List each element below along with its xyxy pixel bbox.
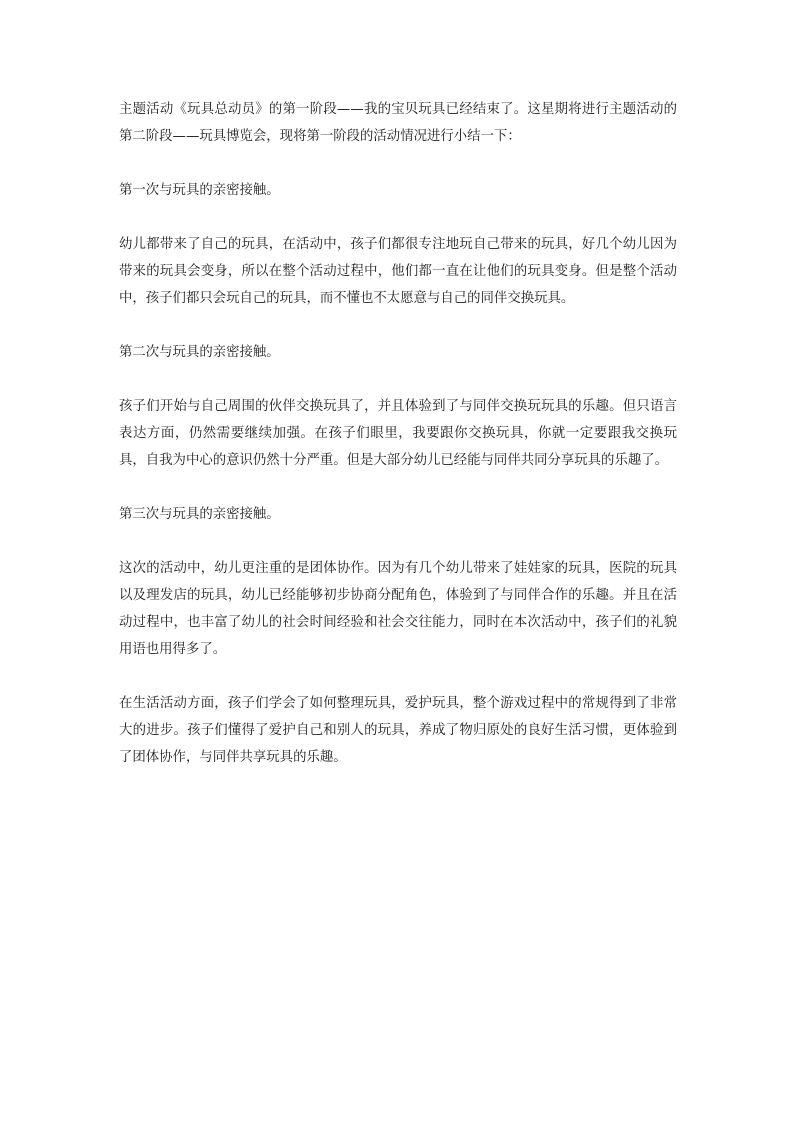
section-heading-second-contact: 第二次与玩具的亲密接触。: [119, 345, 280, 360]
daily-life-paragraph: 在生活活动方面，孩子们学会了如何整理玩具，爱护玩具，整个游戏过程中的常规得到了非常大的进步。孩子们懂得了爱护自己和别人的玩具，养成了物归原处的良好生活习惯，更体验到了团体协作，与同伴共享玩具的乐趣。: [119, 696, 677, 765]
section-heading-third-contact: 第三次与玩具的亲密接触。: [119, 507, 280, 522]
first-contact-paragraph: 幼儿都带来了自己的玩具，在活动中，孩子们都很专注地玩自己带来的玩具，好几个幼儿因为带来的玩具会变身，所以在整个活动过程中，他们都一直在让他们的玩具变身。但是整个活动中，孩子们都只会玩自己的玩具，而不懂也不太愿意与自己的同伴交换玩具。: [119, 237, 677, 306]
section-heading-first-contact: 第一次与玩具的亲密接触。: [119, 183, 280, 198]
document-body: [119, 96, 677, 798]
third-contact-paragraph: 这次的活动中，幼儿更注重的是团体协作。因为有几个幼儿带来了娃娃家的玩具，医院的玩具以及理发店的玩具，幼儿已经能够初步协商分配角色，体验到了与同伴合作的乐趣。并且在活动过程中，也丰富了幼儿的社会时间经验和社会交往能力，同时在本次活动中，孩子们的礼貌用语也用得多了。: [119, 561, 677, 657]
second-contact-paragraph: 孩子们开始与自己周围的伙伴交换玩具了，并且体验到了与同伴交换玩玩具的乐趣。但只语言表达方面，仍然需要继续加强。在孩子们眼里，我要跟你交换玩具，你就一定要跟我交换玩具，自我为中心的意识仍然十分严重。但是大部分幼儿已经能与同伴共同分享玩具的乐趣了。: [119, 399, 677, 468]
intro-paragraph: 主题活动《玩具总动员》的第一阶段——我的宝贝玩具已经结束了。这星期将进行主题活动的第二阶段——玩具博览会，现将第一阶段的活动情况进行小结一下：: [119, 102, 677, 144]
